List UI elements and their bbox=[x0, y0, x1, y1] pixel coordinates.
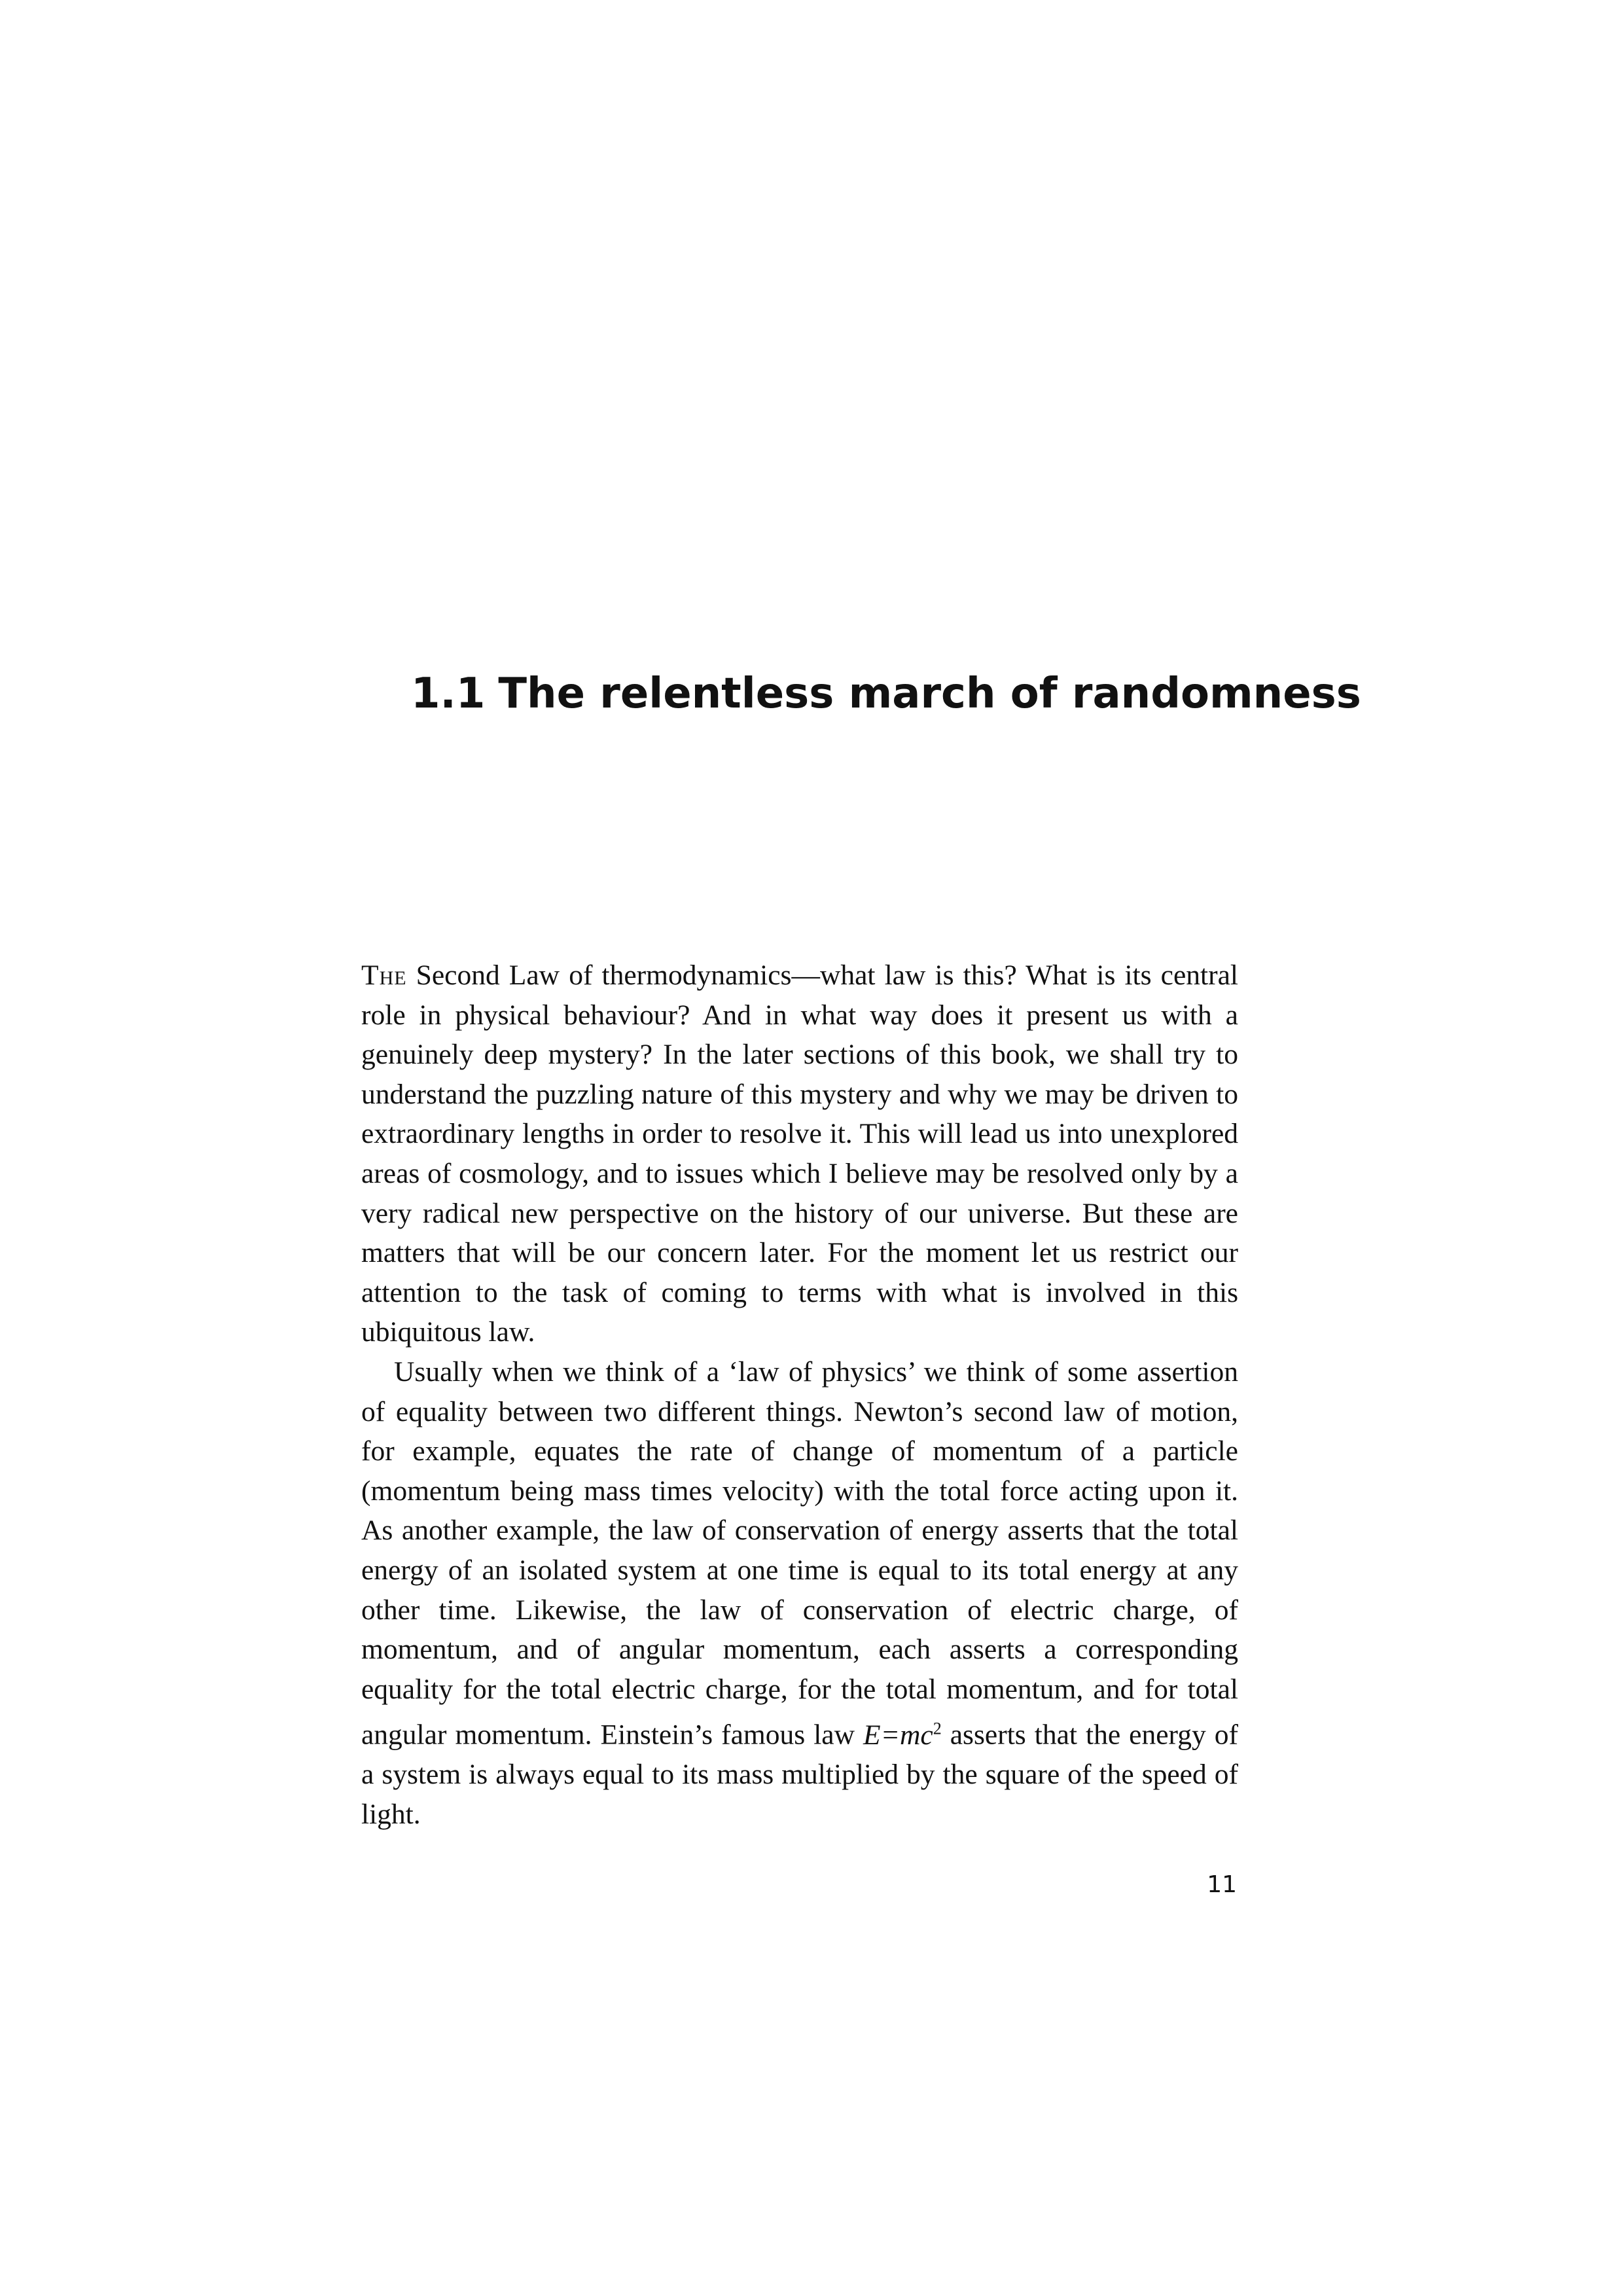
opening-smallcaps: The bbox=[361, 960, 407, 991]
paragraph-2 bbox=[361, 1352, 1238, 1835]
body-text bbox=[361, 956, 1238, 1835]
section-title-text: The relentless march of randomness bbox=[498, 670, 1361, 718]
equation-operator: = bbox=[880, 1719, 900, 1751]
paragraph-2-text-after-equation: asserts that the energy of a system is always equal to its mass multiplied by the square of the speed of light. bbox=[361, 1719, 1238, 1830]
paragraph-1-text: Second Law of thermodynamics—what law is this? What is its central role in physical behaviour? And in what way does it present us with a genuinely deep mystery? In the later sections of this book, we shall try to understand the puzzling nature of this mystery and why we may be driven to extraordinary lengths in order to resolve it. This will lead us into unexplored areas of cosmology, and to issues which I believe may be resolved only by a very radical new perspective on the history of our universe. But these are matters that will be our concern later. For the moment let us restrict our attention to the task of coming to terms with what is involved in this ubiquitous law. bbox=[361, 960, 1238, 1348]
equation-exponent: 2 bbox=[933, 1719, 942, 1738]
page-number: 11 bbox=[1207, 1871, 1237, 1898]
equation-lhs: E bbox=[863, 1719, 881, 1751]
paragraph-1 bbox=[361, 956, 1238, 1352]
section-heading bbox=[411, 664, 1361, 723]
equation-emc2 bbox=[863, 1719, 942, 1751]
equation-rhs: mc bbox=[899, 1719, 933, 1751]
paragraph-2-text-before-equation: Usually when we think of a ‘law of physics’ we think of some assertion of equality between two different things. Newton’s second law of motion, for example, equates the rate of change of momentum of a particle (momentum being mass times velocity) with the total force acting upon it. As another example, the law of conservation of energy asserts that the total energy of an isolated system at one time is equal to its total energy at any other time. Likewise, the law of conservation of electric charge, of momentum, and of angular momentum, each asserts a corresponding equality for the total electric charge, for the total momentum, and for total angular momentum. Einstein’s famous law bbox=[361, 1355, 1238, 1751]
section-number: 1.1 bbox=[411, 670, 486, 718]
